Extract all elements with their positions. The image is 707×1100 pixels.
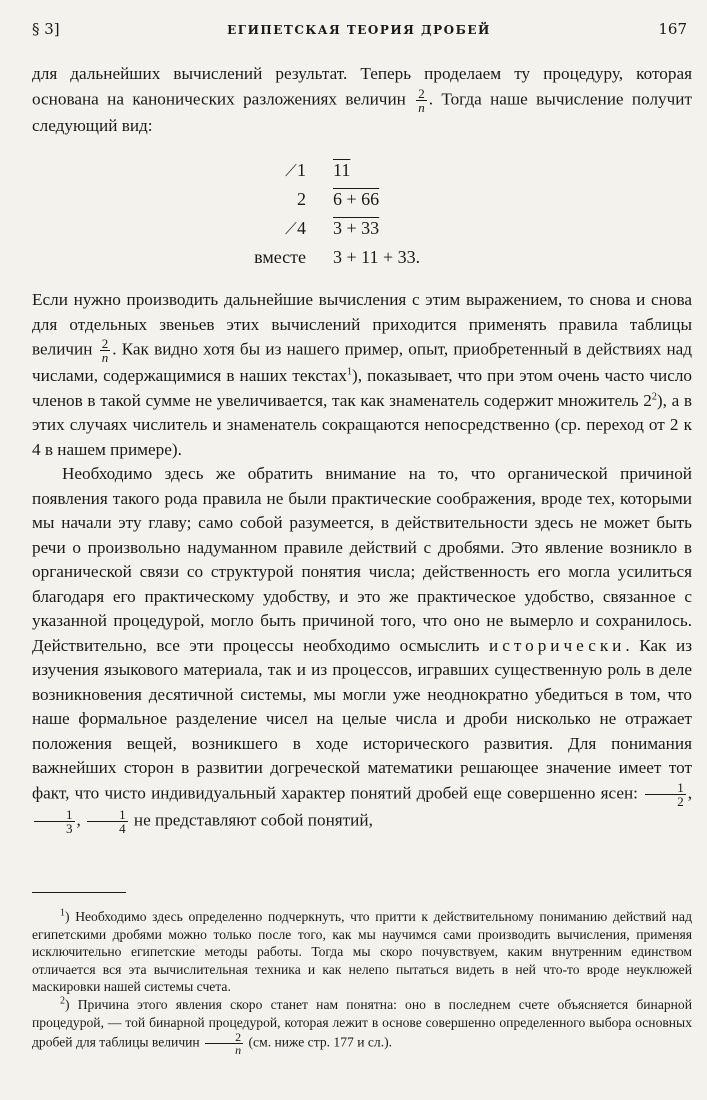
fraction-2-over-n: $\frac{2}{n}$ <box>418 85 425 115</box>
calc-label: 4 <box>297 218 306 238</box>
paragraph-2: Необходимо здесь же обратить внимание на то, что органической причиной появления такого рода правила не были практические соображения, вроде тех, которыми мы начали эту главу; само собой разумеется, в действительности здесь не может быть речи о произвольно надуманном правиле действий с дробями. Это явление возникло в органической связи со структурой понятия числа; действенность его могла усилиться благодаря его практическому удобству, и это же практическое удобство, связанное с указанной процедурой, могло быть причиной того, что оно не вымерло и сохранилось. Действительно, все эти процессы необходимо осмыслить исторически. Как из изучения языкового материала, так и из процессов, игравших существенную роль в деле возникновения десятичной системы, мы могли уже неоднократно убедиться в том, что наше формальное разделение чисел на целые числа и дроби нисколько не отражает положения вещей, возникшего в ходе исторического развития. Для понимания важнейших сторон в развитии догреческой математики решающее значение имеет тот факт, что чисто индивидуальный характер понятий дробей еще совершенно ясен: $\frac{1}{2}$ , $\frac{1}{3}$ , $\frac{1}{4}$ не представляют собой понятий, <box>32 464 693 836</box>
footnote-2: $^2$) Причина этого явления скоро станет нам понятна: оно в последнем счете объясняется бинарной процедурой, — той бинарной процедурой, которая лежит в основе совершенно определенного выбора основных дробей для таблицы величин $\frac{2}{n}$ (см. ниже стр. 177 и сл.). <box>32 995 692 1058</box>
check-mark: / <box>284 160 297 180</box>
intro-text-end: . Тогда наше вычисление получит следующий вид: <box>32 88 692 135</box>
paragraph-1: Если нужно производить дальнейшие вычисления с этим выражением, то снова и снова для отдельных звеньев этих вычислений приходится применять правила таблицы величин $\frac{2}{n}$ . Как видно хотя бы из нашего пример, опыт, приобретенный в действиях над числами, содержащимися в наших текстах$^1$), показывает, что при этом очень часто число членов в такой сумме не увеличивается, так как знаменатель содержит множитель $2^2$), а в этих случаях числитель и знаменатель сокращаются непосредственно (ср. переход от 2 к 4 в нашем примере). <box>32 290 693 459</box>
calc-value: 3 + 33 <box>333 218 380 238</box>
fraction-2-over-n: $\frac{2}{n}$ <box>205 1031 243 1056</box>
footnote-ref-1: 1 <box>347 366 353 378</box>
intro-text: для дальнейших вычислений результат. Теперь проделаем ту процедуру, которая основана на канонических разложениях величин <box>32 64 692 108</box>
fraction-1-2: $\frac{1}{2}$ <box>645 781 686 808</box>
calc-label: вместе <box>254 247 306 267</box>
calc-label: 2 <box>297 189 306 209</box>
footnote-ref-2: 2 <box>651 390 657 402</box>
footnotes <box>32 908 692 1056</box>
page-number: 167 <box>658 20 687 38</box>
fraction-1-4: $\frac{1}{4}$ <box>87 808 128 835</box>
footnote-separator <box>32 892 126 893</box>
main-text <box>32 288 692 835</box>
running-header <box>32 20 687 38</box>
calc-value: 3 + 11 + 33. <box>333 247 421 267</box>
emphasized-word: исторически <box>489 635 626 655</box>
running-title: ЕГИПЕТСКАЯ ТЕОРИЯ ДРОБЕЙ <box>227 23 491 37</box>
calc-value: 6 + 66 <box>333 189 380 209</box>
fraction-1-3: $\frac{1}{3}$ <box>34 808 75 835</box>
section-marker: § 3] <box>32 20 60 38</box>
calc-label: 1 <box>297 160 306 180</box>
calc-value: 11 <box>333 160 351 180</box>
check-mark: / <box>284 218 297 238</box>
footnote-1: $^1$) Необходимо здесь определенно подчеркнуть, что притти к действительному пониманию действий над египетскими дробями можно только после того, как мы научимся сами производить вычисления, применяя исключительно египетские методы работы. Тогда мы скоро почувствуем, каким внутренним единством отличается вся эта вычислительная техника и как нелепо пытаться видеть в ней что-то вроде неуклюжей маскировки нашей системы счета. <box>32 907 692 995</box>
intro-paragraph <box>32 62 692 138</box>
fraction-2-over-n: $\frac{2}{n}$ <box>101 336 109 365</box>
